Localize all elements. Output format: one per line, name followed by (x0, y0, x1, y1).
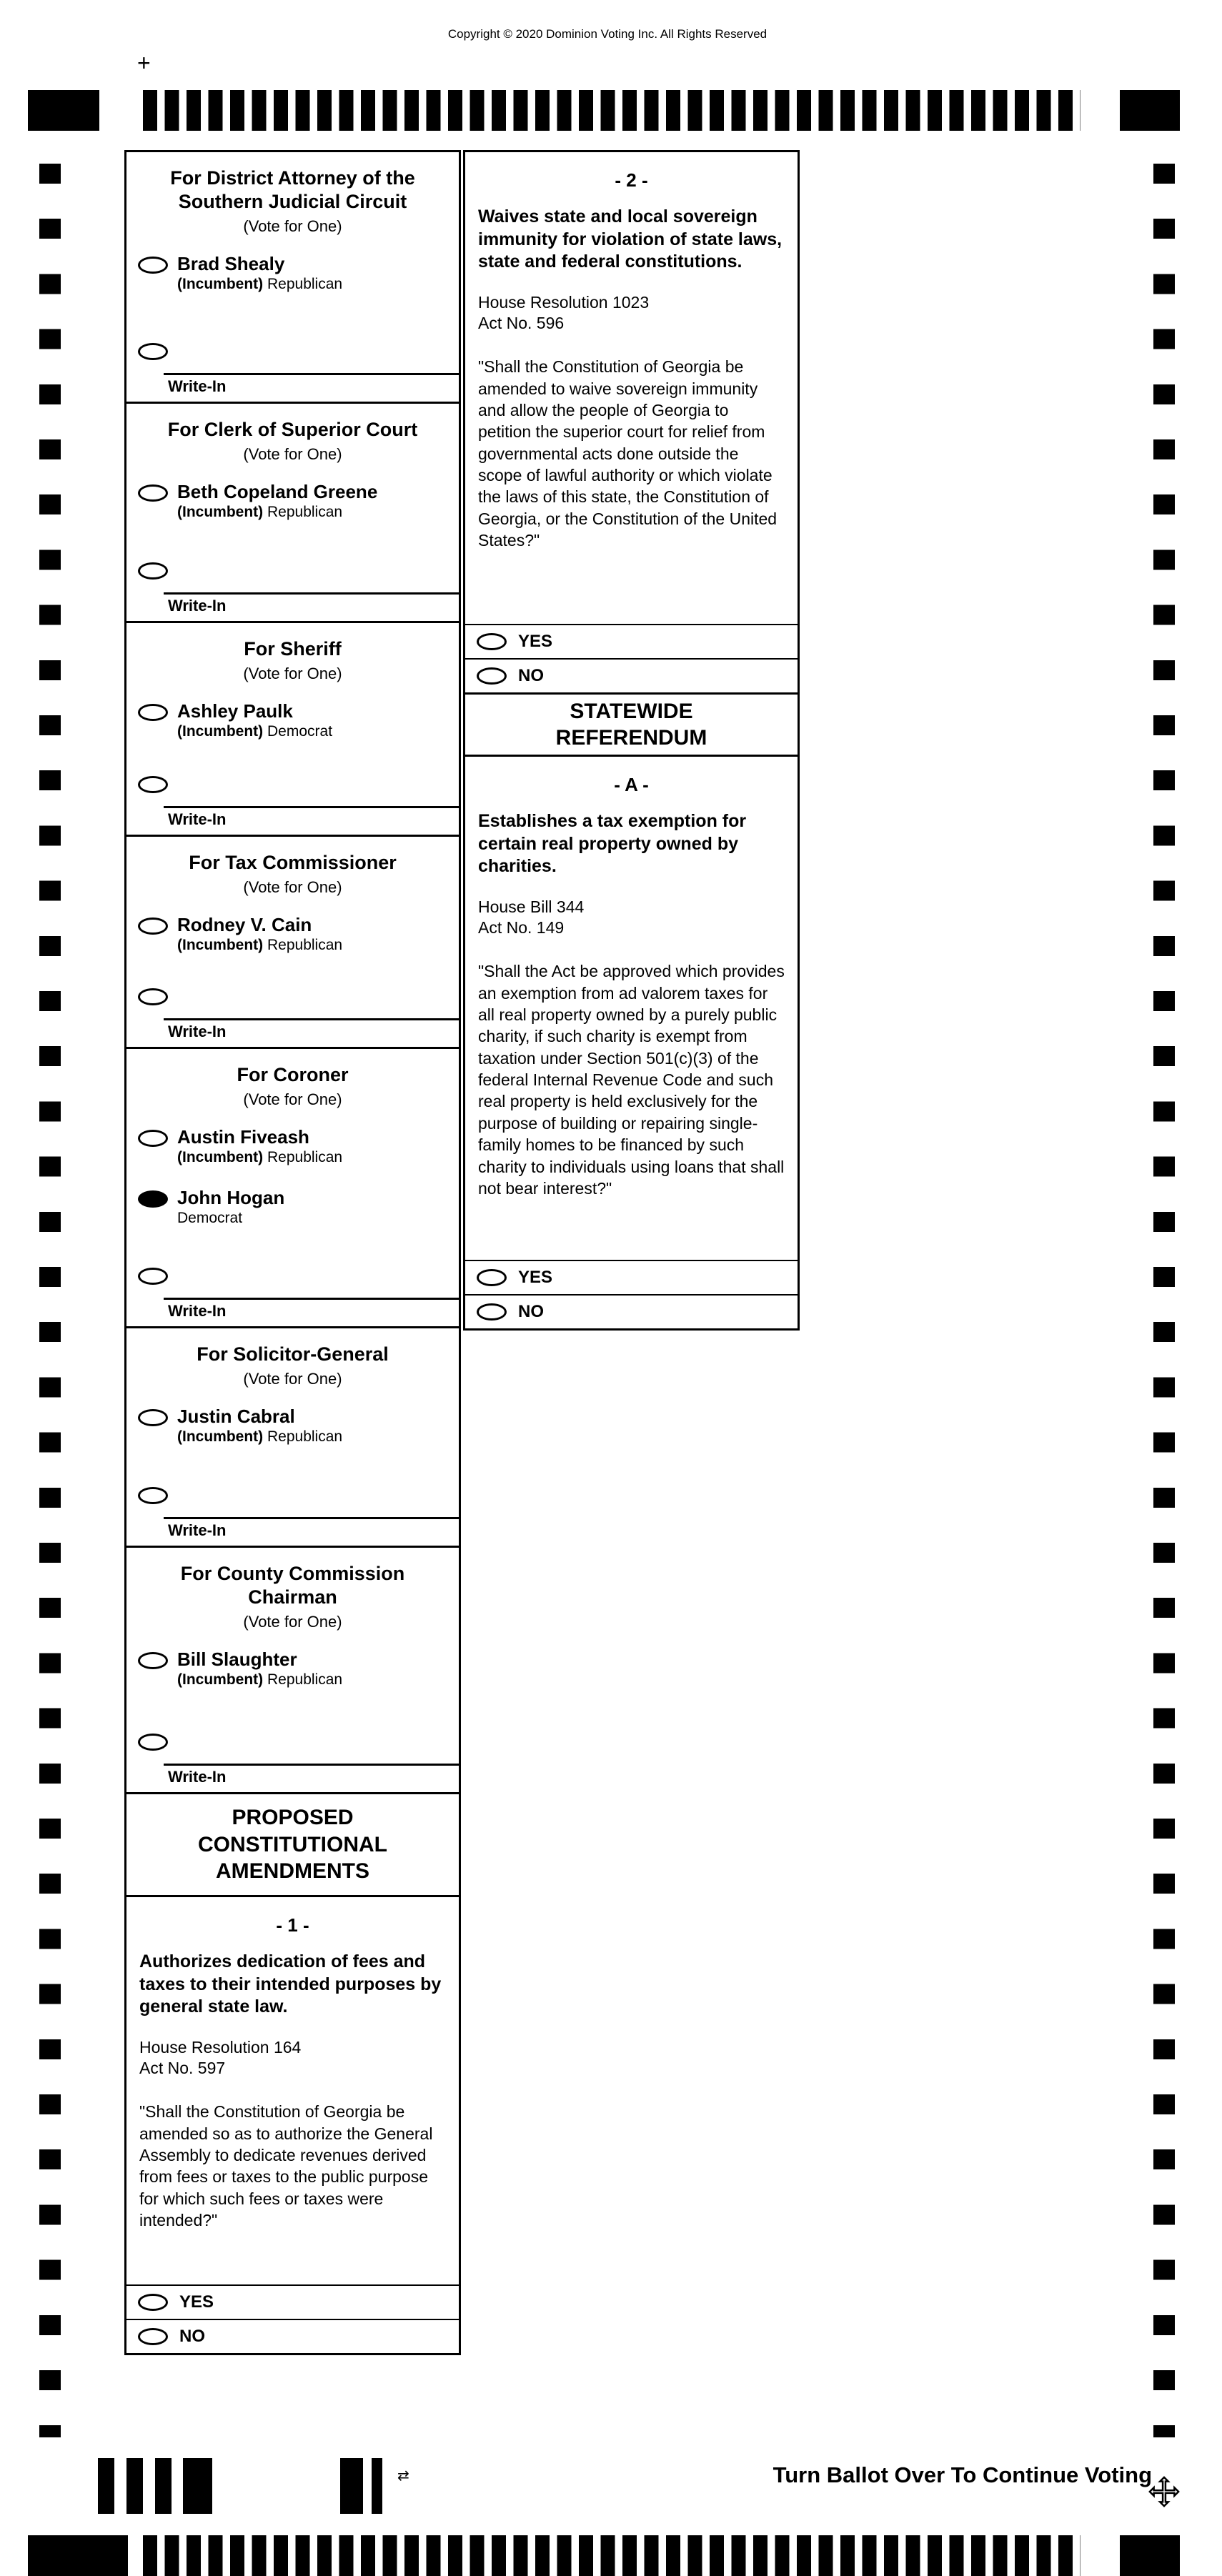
yes-oval[interactable] (477, 1269, 507, 1286)
measure-referendum-a (465, 757, 798, 1328)
contest-solicitor-general (126, 1328, 459, 1548)
incumbent-label: (Incumbent) (177, 275, 264, 292)
candidate-detail (177, 1671, 342, 1689)
candidate-row (126, 1177, 459, 1238)
write-in-area (126, 1298, 459, 1326)
party-label: Democrat (267, 722, 333, 740)
incumbent-label: (Incumbent) (177, 722, 264, 740)
candidate-info (177, 914, 342, 955)
candidate-row (126, 1116, 459, 1177)
write-in-oval-row (126, 1472, 459, 1517)
write-in-oval-row (126, 761, 459, 806)
candidate-name: Bill Slaughter (177, 1648, 297, 1670)
measure-number: - 1 - (276, 1914, 309, 1936)
choice-oval[interactable] (138, 484, 168, 502)
write-in-label: Write-In (168, 377, 227, 395)
measure-summary: Waives state and local sovereign immunity for violation of state laws, state and federal constitutions. (478, 207, 783, 272)
candidate-name: Beth Copeland Greene (177, 480, 378, 502)
candidate-name: Austin Fiveash (177, 1125, 309, 1148)
candidate-row (126, 690, 459, 751)
no-choice-row (126, 2319, 459, 2353)
section-header-text: PROPOSED CONSTITUTIONAL AMENDMENTS (198, 1806, 387, 1884)
incumbent-label: (Incumbent) (177, 936, 264, 953)
write-in-oval[interactable] (138, 1487, 168, 1504)
incumbent-label: (Incumbent) (177, 503, 264, 520)
act-number: Act No. 149 (478, 918, 565, 938)
incumbent-label: (Incumbent) (177, 1428, 264, 1445)
no-oval[interactable] (477, 667, 507, 685)
candidate-info (177, 481, 377, 522)
timing-marks-top (0, 90, 1222, 131)
write-in-oval-row (126, 1253, 459, 1298)
choice-oval[interactable] (138, 1130, 168, 1147)
write-in-oval[interactable] (138, 1734, 168, 1751)
write-in-label: Write-In (168, 1302, 227, 1320)
timing-bars-bottom (143, 2535, 1081, 2576)
alignment-glyph: ⇄ (397, 2468, 409, 2484)
measure-summary: Authorizes dedication of fees and taxes to their intended purposes by general state law. (139, 1951, 442, 2016)
candidate-info (177, 253, 342, 294)
timing-bars-top (143, 90, 1081, 131)
party-label: Democrat (177, 1209, 243, 1226)
incumbent-label: (Incumbent) (177, 1148, 264, 1165)
no-choice-row (465, 1294, 798, 1328)
candidate-detail (177, 275, 342, 294)
vote-for-instruction: (Vote for One) (243, 217, 342, 235)
write-in-area (126, 1764, 459, 1792)
write-in-oval[interactable] (138, 776, 168, 793)
measure-choices (465, 605, 798, 692)
yes-choice-row (126, 2284, 459, 2319)
measure-number: - A - (614, 774, 649, 795)
write-in-area (126, 592, 459, 621)
party-label: Republican (267, 1671, 343, 1688)
ballot-column-right (463, 150, 800, 1331)
choice-oval[interactable] (138, 1652, 168, 1669)
measure-bill-info (465, 878, 798, 940)
write-in-oval-row (126, 973, 459, 1018)
act-number: Act No. 596 (478, 314, 565, 333)
write-in-area (126, 806, 459, 835)
candidate-detail (177, 1148, 342, 1167)
candidate-name: Ashley Paulk (177, 700, 293, 722)
section-header-text: STATEWIDE REFERENDUM (555, 699, 707, 750)
contest-title: For District Attorney of the Southern Judicial Circuit (170, 167, 415, 212)
candidate-row (126, 904, 459, 965)
no-label: NO (518, 1302, 544, 1321)
candidate-name: John Hogan (177, 1186, 285, 1208)
party-label: Republican (267, 1428, 343, 1445)
measure-bill-info (126, 2019, 459, 2080)
yes-oval[interactable] (477, 633, 507, 650)
write-in-area (126, 1018, 459, 1047)
candidate-detail (177, 936, 342, 955)
candidate-info (177, 1126, 342, 1167)
timing-marks-right (1153, 164, 1175, 2437)
yes-label: YES (518, 632, 553, 651)
timing-marks-bottom (0, 2535, 1222, 2576)
vote-for-instruction: (Vote for One) (243, 877, 342, 896)
move-crosshair-icon (1148, 2475, 1181, 2512)
choice-oval[interactable] (138, 917, 168, 935)
candidate-detail (177, 503, 377, 522)
choice-oval[interactable] (138, 257, 168, 274)
contest-title: For Coroner (237, 1064, 349, 1085)
timing-block-bottom-left (28, 2535, 128, 2576)
candidate-detail (177, 1428, 342, 1446)
vote-for-instruction: (Vote for One) (243, 1369, 342, 1388)
measure-choices (126, 2266, 459, 2353)
incumbent-label: (Incumbent) (177, 1671, 264, 1688)
contest-title: For Sheriff (244, 638, 342, 660)
section-header-amendments (126, 1794, 459, 1897)
party-label: Republican (267, 503, 343, 520)
candidate-row (126, 243, 459, 304)
yes-choice-row (465, 624, 798, 658)
candidate-name: Rodney V. Cain (177, 913, 312, 935)
no-choice-row (465, 658, 798, 692)
no-label: NO (518, 666, 544, 685)
measure-number: - 2 - (615, 169, 648, 191)
write-in-label: Write-In (168, 1023, 227, 1040)
measure-amendment-2 (465, 152, 798, 695)
measure-bill-info (465, 274, 798, 335)
act-number: Act No. 597 (139, 2059, 226, 2078)
vote-for-instruction: (Vote for One) (243, 1612, 342, 1631)
bill-number: House Bill 344 (478, 897, 585, 916)
candidate-name: Justin Cabral (177, 1405, 295, 1427)
yes-label: YES (179, 2292, 214, 2312)
ballot-column-left (124, 150, 461, 2355)
write-in-oval-row (126, 1719, 459, 1764)
measure-summary: Establishes a tax exemption for certain real property owned by charities. (478, 811, 747, 876)
candidate-detail (177, 722, 332, 741)
timing-block-top-left (28, 90, 99, 131)
no-oval[interactable] (138, 2328, 168, 2345)
candidate-row (126, 471, 459, 532)
party-label: Republican (267, 275, 343, 292)
write-in-label: Write-In (168, 597, 227, 615)
write-in-oval[interactable] (138, 343, 168, 360)
write-in-label: Write-In (168, 1521, 227, 1539)
candidate-row (126, 1396, 459, 1456)
contest-title: For Tax Commissioner (189, 852, 397, 873)
candidate-info (177, 1187, 284, 1228)
timing-marks-left (39, 164, 61, 2437)
contest-sheriff (126, 623, 459, 837)
write-in-oval[interactable] (138, 1268, 168, 1285)
registration-plus-mark: + (137, 50, 151, 76)
yes-label: YES (518, 1268, 553, 1287)
candidate-row (126, 1638, 459, 1699)
write-in-oval[interactable] (138, 988, 168, 1005)
contest-district-attorney (126, 152, 459, 404)
write-in-oval[interactable] (138, 562, 168, 580)
choice-oval[interactable] (138, 704, 168, 721)
candidate-name: Brad Shealy (177, 252, 285, 274)
contest-tax-commissioner (126, 837, 459, 1049)
write-in-oval-row (126, 547, 459, 592)
write-in-label: Write-In (168, 810, 227, 828)
contest-title: For County Commission Chairman (180, 1563, 405, 1608)
party-label: Republican (267, 936, 343, 953)
contest-county-commission-chairman (126, 1548, 459, 1794)
section-header-referendum (465, 695, 798, 757)
choice-oval[interactable] (138, 1409, 168, 1426)
measure-choices (465, 1241, 798, 1328)
candidate-info (177, 1406, 342, 1446)
measure-question: "Shall the Act be approved which provides an exemption from ad valorem taxes for all real property owned by a purely public charity, if such charity is exempt from taxation under Section 501(c)(3) of the federal Internal Revenue Code and such real property is held exclusively for the purpose of building or repairing single-family homes to be financed by such charity to individuals using loans that shall not bear interest?" (478, 962, 785, 1198)
vote-for-instruction: (Vote for One) (243, 664, 342, 682)
write-in-label: Write-In (168, 1768, 227, 1786)
measure-question: "Shall the Constitution of Georgia be amended so as to authorize the General Assembly to dedicate revenues derived from fees or taxes to the public purpose for which such fees or taxes were intended?" (139, 2102, 433, 2230)
contest-clerk-superior-court (126, 404, 459, 623)
candidate-detail (177, 1209, 284, 1228)
bill-number: House Resolution 164 (139, 2037, 302, 2057)
yes-choice-row (465, 1260, 798, 1294)
contest-coroner (126, 1049, 459, 1328)
contest-title: For Solicitor-General (197, 1343, 389, 1365)
candidate-info (177, 700, 332, 741)
choice-oval-filled[interactable] (138, 1190, 168, 1208)
write-in-area (126, 373, 459, 402)
measure-question: "Shall the Constitution of Georgia be amended to waive sovereign immunity and allow the people of Georgia to petition the superior court for relief from governmental acts done outside the scope of lawful authority or which violate the laws of this state, the Constitution of Georgia, or the Constitution of the United States?" (478, 357, 778, 550)
turn-ballot-instruction: Turn Ballot Over To Continue Voting (773, 2462, 1152, 2487)
no-label: NO (179, 2327, 205, 2346)
timing-block-bottom-right (1120, 2535, 1180, 2576)
bill-number: House Resolution 1023 (478, 292, 650, 312)
contest-title: For Clerk of Superior Court (167, 419, 418, 440)
write-in-oval-row (126, 328, 459, 373)
timing-block-top-right (1120, 90, 1180, 131)
measure-amendment-1 (126, 1897, 459, 2353)
candidate-info (177, 1648, 342, 1689)
party-label: Republican (267, 1148, 343, 1165)
write-in-area (126, 1517, 459, 1546)
no-oval[interactable] (477, 1303, 507, 1321)
yes-oval[interactable] (138, 2294, 168, 2311)
vote-for-instruction: (Vote for One) (243, 1090, 342, 1108)
vote-for-instruction: (Vote for One) (243, 444, 342, 463)
copyright-text: Copyright © 2020 Dominion Voting Inc. All Rights Reserved (447, 27, 768, 41)
